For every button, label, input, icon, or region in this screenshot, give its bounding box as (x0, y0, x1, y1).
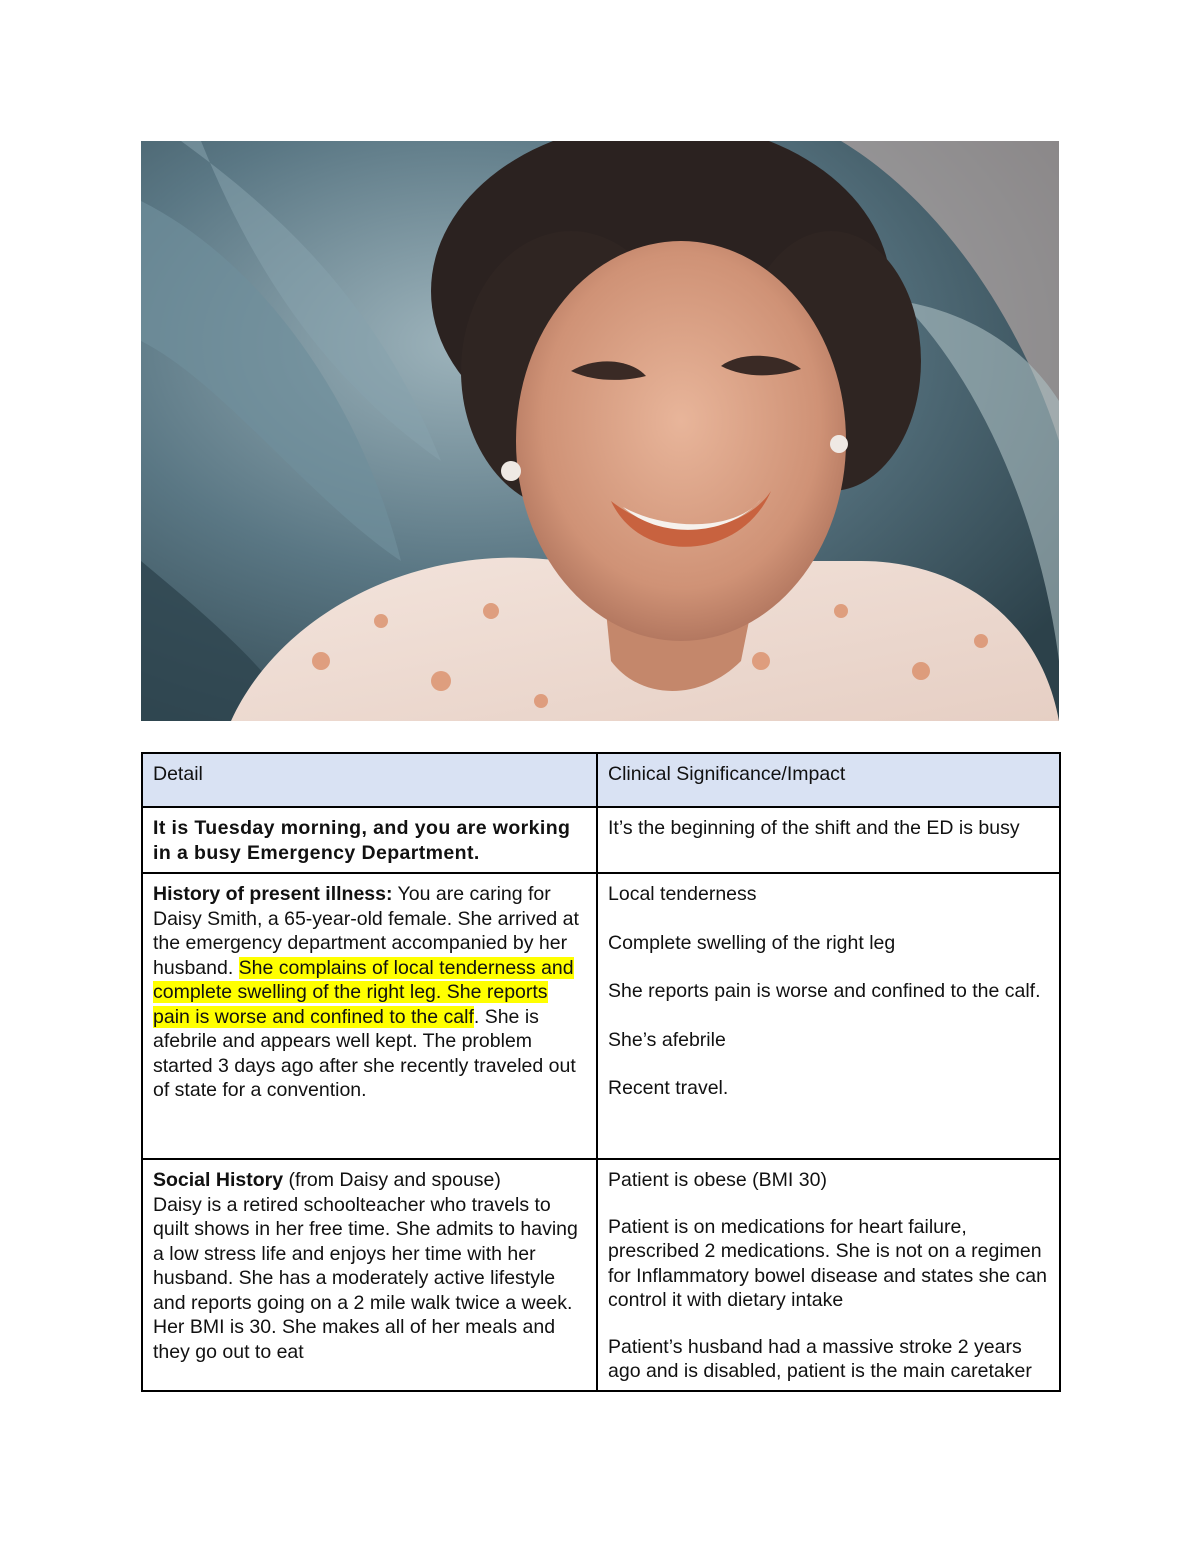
case-study-table (141, 752, 1061, 1392)
social-history-label: Social History (153, 1169, 284, 1191)
scenario-text: It is Tuesday morning, and you are working in a busy Emergency Department. (153, 817, 571, 864)
impact-item: Patient’s husband had a massive stroke 2 years ago and is disabled, patient is the main caretaker (608, 1335, 1032, 1382)
hpi-label: History of present illness: (153, 883, 393, 905)
social-history-source: (from Daisy and spouse) (283, 1169, 501, 1191)
hpi-highlighted-text: She complains of local tenderness and complete swelling of the right leg. She reports pain is worse and confined to the calf (153, 956, 574, 1028)
hpi-text: You are caring for Daisy Smith, a 65-year-old female. She arrived at the emergency department accompanied by her husband. (153, 883, 579, 979)
table-row (142, 1159, 1060, 1391)
impact-item: She reports pain is worse and confined to the calf. (608, 980, 1041, 1002)
impact-item: Recent travel. (608, 1077, 729, 1099)
impact-item: Patient is obese (BMI 30) (608, 1169, 827, 1191)
impact-item: Patient is on medications for heart failure, prescribed 2 medications. She is not on a regimen for Inflammatory bowel disease and states she can control it with dietary intake (608, 1215, 1047, 1311)
table-row (142, 873, 1060, 1159)
impact-item: Complete swelling of the right leg (608, 931, 896, 954)
header-impact: Clinical Significance/Impact (597, 753, 1060, 807)
impact-item: She’s afebrile (608, 1028, 726, 1051)
hpi-text-continued: . She is afebrile and appears well kept. The problem started 3 days ago after she recently traveled out of state for a convention. (153, 1005, 576, 1101)
patient-photo (141, 141, 1059, 721)
impact-text: It’s the beginning of the shift and the ED is busy (608, 817, 1020, 839)
photo-illustration (141, 141, 1059, 721)
impact-cell (597, 1159, 1060, 1391)
detail-cell (142, 873, 597, 1159)
table-row (142, 807, 1060, 873)
detail-cell (142, 1159, 597, 1391)
social-history-text: Daisy is a retired schoolteacher who travels to quilt shows in her free time. She admits to having a low stress life and enjoys her time with her husband. She has a moderately active lifestyle and reports going on a 2 mile walk twice a week. Her BMI is 30. She makes all of her meals and they go out to eat (153, 1193, 578, 1363)
impact-cell (597, 807, 1060, 873)
impact-item: Local tenderness (608, 883, 757, 905)
impact-cell (597, 873, 1060, 1159)
detail-cell (142, 807, 597, 873)
table-header-row (142, 753, 1060, 807)
header-detail: Detail (142, 753, 597, 807)
